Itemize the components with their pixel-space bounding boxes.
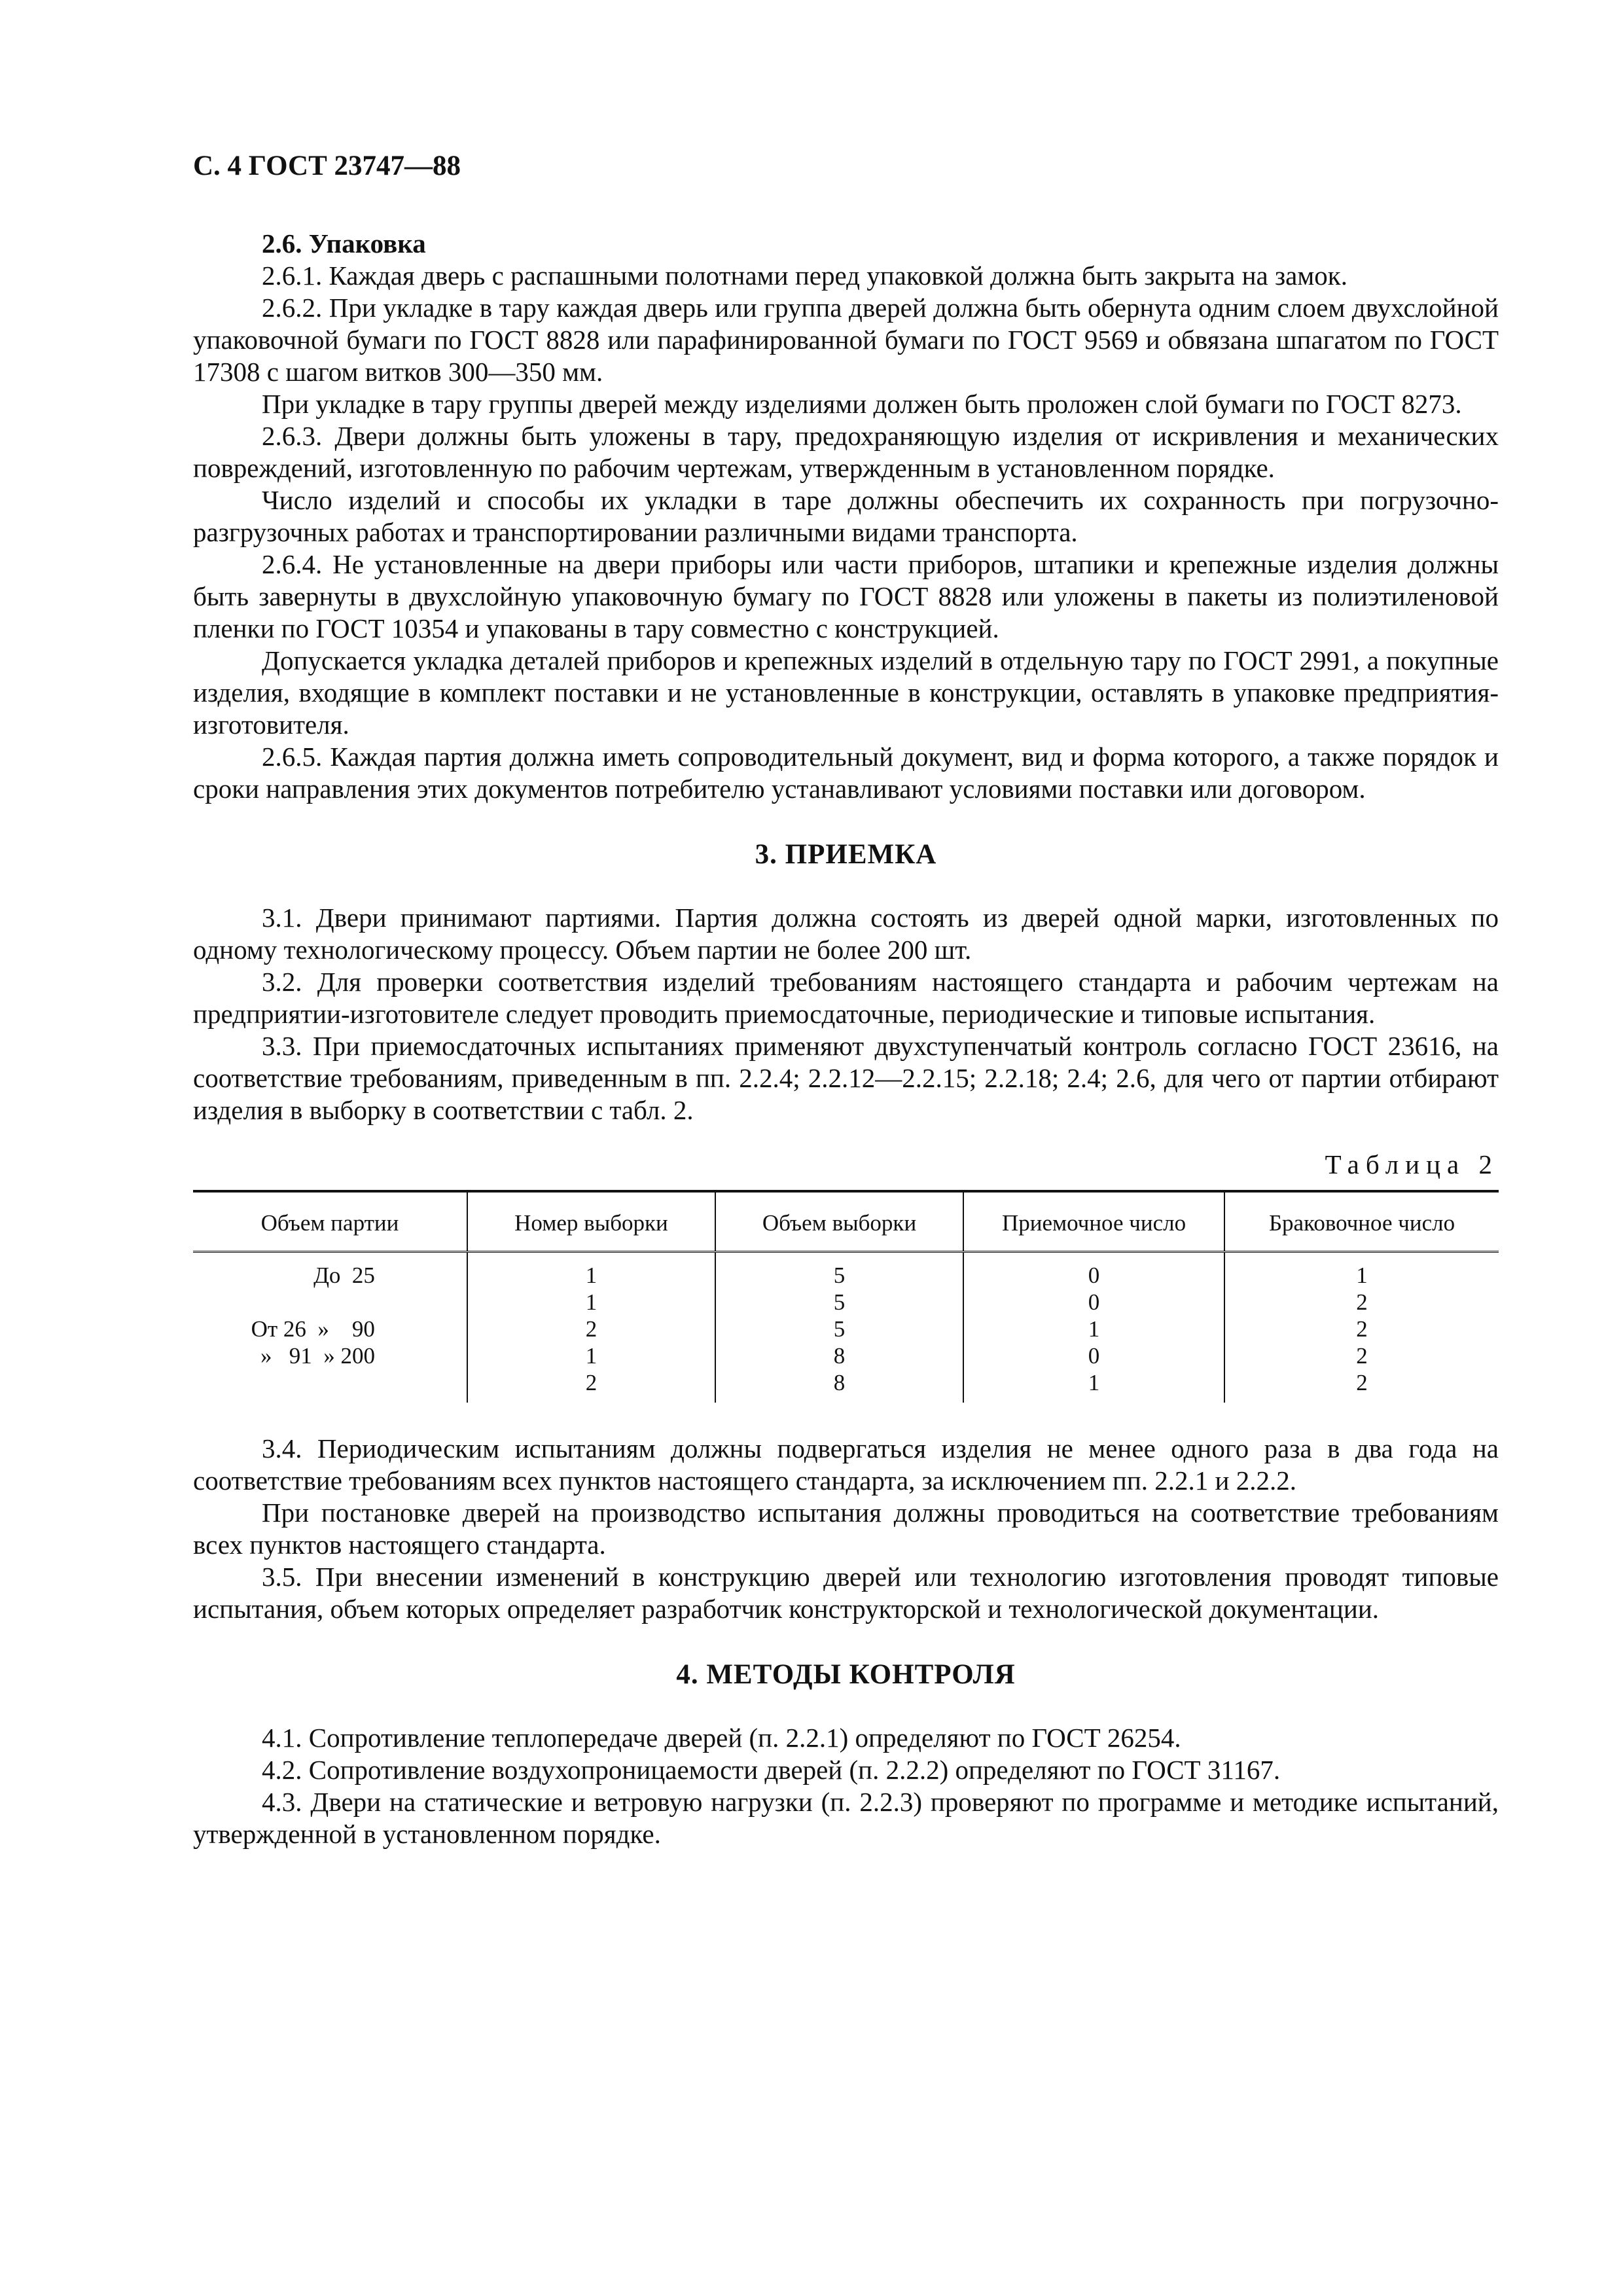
paragraph: 2.6.1. Каждая дверь с распашными полотнами перед упаковкой должна быть закрыта на замок. xyxy=(262,260,1347,291)
paragraph: 2.6.5. Каждая партия должна иметь сопроводительный документ, вид и форма которого, а также порядок и сроки направления этих документов потребителю устанавливают условиями поставки или договором. xyxy=(193,742,1499,804)
cell-sample-size: 5 xyxy=(715,1289,963,1316)
paragraph: Допускается укладка деталей приборов и крепежных изделий в отдельную тару по ГОСТ 2991, а покупные изделия, входящие в комплект поставки и не установленные в конструкции, оставлять в упаковке предприятия-изготовителя. xyxy=(193,645,1499,740)
cell-lot-size: До 25 xyxy=(313,1263,375,1288)
paragraph: 4.3. Двери на статические и ветровую нагрузки (п. 2.2.3) проверяют по программе и методике испытаний, утвержденной в установленном порядке. xyxy=(193,1787,1499,1849)
page-header: С. 4 ГОСТ 23747—88 xyxy=(193,151,461,181)
section-2-6-heading: 2.6. Упаковка xyxy=(262,228,426,259)
cell-sample-number: 1 xyxy=(467,1342,715,1369)
cell-lot-size: От 26 » 90 xyxy=(251,1316,375,1342)
cell-sample-size: 5 xyxy=(715,1316,963,1342)
cell-rejection-number: 2 xyxy=(1224,1289,1499,1316)
cell-sample-size: 8 xyxy=(715,1369,963,1403)
cell-sample-size: 8 xyxy=(715,1342,963,1369)
cell-acceptance-number: 0 xyxy=(963,1289,1224,1316)
col-header-sample-size: Объем выборки xyxy=(715,1191,963,1252)
section-3-title: 3. ПРИЕМКА xyxy=(755,839,937,870)
cell-acceptance-number: 1 xyxy=(963,1369,1224,1403)
cell-sample-number: 2 xyxy=(467,1316,715,1342)
cell-lot-size: » 91 » 200 xyxy=(260,1343,375,1369)
paragraph: 2.6.4. Не установленные на двери приборы или части приборов, штапики и крепежные изделия должны быть завернуты в двухслойную упаковочную бумагу по ГОСТ 8828 или уложены в пакеты из полиэтиленовой пленки по ГОСТ 10354 и упакованы в тару совместно с конструкцией. xyxy=(193,549,1499,643)
section-2-6 xyxy=(193,228,1499,805)
paragraph: 4.1. Сопротивление теплопередаче дверей (п. 2.2.1) определяют по ГОСТ 26254. xyxy=(262,1723,1181,1753)
sampling-table xyxy=(193,1190,1499,1403)
table-header-row xyxy=(193,1191,1499,1252)
paragraph: 3.4. Периодическим испытаниям должны подвергаться изделия не менее одного раза в два года на соответствие требованиям всех пунктов настоящего стандарта, за исключением пп. 2.2.1 и 2.2.2. xyxy=(193,1433,1499,1496)
table-row xyxy=(193,1342,1499,1369)
paragraph: 3.5. При внесении изменений в конструкцию дверей или технологию изготовления проводят типовые испытания, объем которых определяет разработчик конструкторской и технологической документации. xyxy=(193,1562,1499,1624)
paragraph: При постановке дверей на производство испытания должны проводиться на соответствие требованиям всех пунктов настоящего стандарта. xyxy=(193,1498,1499,1560)
col-header-sample-number: Номер выборки xyxy=(467,1191,715,1252)
cell-sample-number: 1 xyxy=(467,1252,715,1289)
col-header-acceptance-number: Приемочное число xyxy=(963,1191,1224,1252)
col-header-lot-size: Объем партии xyxy=(193,1191,467,1252)
table-row xyxy=(193,1252,1499,1289)
paragraph: Число изделий и способы их укладки в таре должны обеспечить их сохранность при погрузочно-разгрузочных работах и транспортировании различными видами транспорта. xyxy=(193,485,1499,547)
table-caption: Таблица 2 xyxy=(1325,1149,1499,1179)
section-4 xyxy=(193,1722,1499,1850)
paragraph: 3.1. Двери принимают партиями. Партия должна состоять из дверей одной марки, изготовленных по одному технологическому процессу. Объем партии не более 200 шт. xyxy=(193,903,1499,965)
table-row xyxy=(193,1369,1499,1403)
paragraph: При укладке в тару группы дверей между изделиями должен быть проложен слой бумаги по ГОСТ 8273. xyxy=(262,389,1462,419)
cell-acceptance-number: 0 xyxy=(963,1252,1224,1289)
document-page xyxy=(193,149,1499,1850)
paragraph: 3.2. Для проверки соответствия изделий требованиям настоящего стандарта и рабочим чертежам на предприятии-изготовителе следует проводить приемосдаточные, периодические и типовые испытания. xyxy=(193,967,1499,1029)
table-row xyxy=(193,1289,1499,1316)
cell-acceptance-number: 1 xyxy=(963,1316,1224,1342)
cell-sample-size: 5 xyxy=(715,1252,963,1289)
cell-sample-number: 2 xyxy=(467,1369,715,1403)
paragraph: 4.2. Сопротивление воздухопроницаемости дверей (п. 2.2.2) определяют по ГОСТ 31167. xyxy=(262,1755,1281,1785)
col-header-rejection-number: Браковочное число xyxy=(1224,1191,1499,1252)
cell-rejection-number: 2 xyxy=(1224,1342,1499,1369)
cell-rejection-number: 2 xyxy=(1224,1369,1499,1403)
paragraph: 2.6.2. При укладке в тару каждая дверь или группа дверей должна быть обернута одним слоем двухслойной упаковочной бумаги по ГОСТ 8828 или парафинированной бумаги по ГОСТ 9569 и обвязана шпагатом по ГОСТ 17308 с шагом витков 300—350 мм. xyxy=(193,293,1499,387)
table-row xyxy=(193,1316,1499,1342)
cell-rejection-number: 1 xyxy=(1224,1252,1499,1289)
paragraph: 2.6.3. Двери должны быть уложены в тару, предохраняющую изделия от искривления и механических повреждений, изготовленную по рабочим чертежам, утвержденным в установленном порядке. xyxy=(193,421,1499,483)
section-4-title: 4. МЕТОДЫ КОНТРОЛЯ xyxy=(676,1659,1016,1690)
paragraph: 3.3. При приемосдаточных испытаниях применяют двухступенчатый контроль согласно ГОСТ 23616, на соответствие требованиям, приведенным в пп. 2.2.4; 2.2.12—2.2.15; 2.2.18; 2.4; 2.6, для чего от партии отбирают изделия в выборку в соответствии с табл. 2. xyxy=(193,1031,1499,1125)
cell-rejection-number: 2 xyxy=(1224,1316,1499,1342)
cell-lot-size xyxy=(193,1369,467,1403)
section-3 xyxy=(193,902,1499,1625)
cell-sample-number: 1 xyxy=(467,1289,715,1316)
cell-lot-size xyxy=(193,1289,467,1316)
cell-acceptance-number: 0 xyxy=(963,1342,1224,1369)
